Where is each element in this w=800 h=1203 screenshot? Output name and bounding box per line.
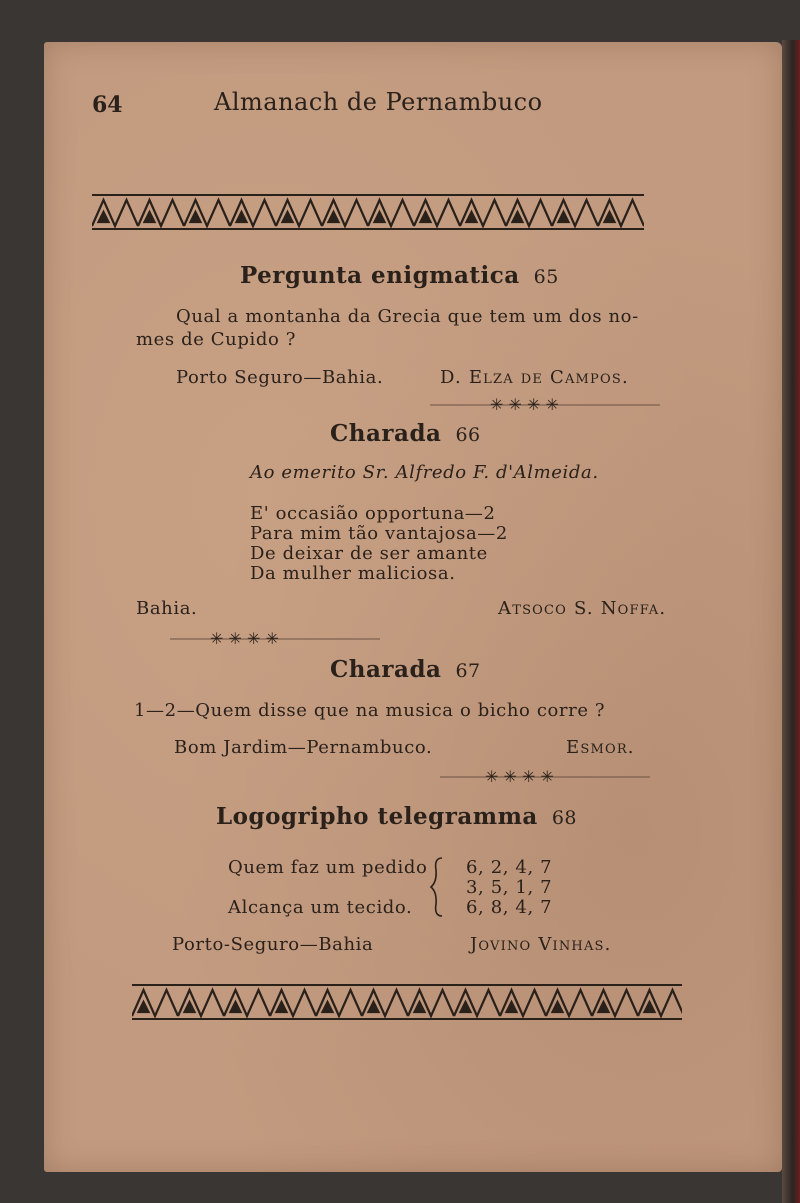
- title-text: Charada: [330, 656, 442, 683]
- page-number: 64: [92, 92, 123, 118]
- section-title-67: [330, 656, 481, 683]
- problem-number: 67: [455, 660, 481, 682]
- author-67: Esmor.: [566, 737, 635, 758]
- star-divider-icon: [430, 396, 660, 414]
- title-text: Pergunta enigmatica: [240, 262, 520, 289]
- place-66: Bahia.: [136, 598, 198, 619]
- star-divider-icon: [170, 630, 380, 648]
- logogripho-line-3: Alcança um tecido.: [228, 897, 413, 918]
- problem-number: 66: [455, 424, 481, 446]
- verse-line-3: De deixar de ser amante: [250, 543, 488, 564]
- svg-text:✳ ✳ ✳ ✳: ✳ ✳ ✳ ✳: [490, 396, 559, 414]
- top-ornamental-border-icon: [92, 192, 644, 232]
- logogripho-nums-3: 6, 8, 4, 7: [466, 897, 553, 918]
- question-67: 1—2—Quem disse que na musica o bicho corre ?: [134, 700, 606, 721]
- place-68: Porto-Seguro—Bahia: [172, 934, 374, 955]
- place-65: Porto Seguro—Bahia.: [176, 367, 384, 388]
- verse-line-4: Da mulher maliciosa.: [250, 563, 456, 584]
- book-spine: [782, 40, 800, 1203]
- section-title-65: [240, 262, 559, 289]
- logogripho-nums-2: 3, 5, 1, 7: [466, 877, 553, 898]
- author-68: Jovino Vinhas.: [470, 934, 612, 955]
- question-line-2: mes de Cupido ?: [136, 329, 296, 350]
- svg-text:✳ ✳ ✳ ✳: ✳ ✳ ✳ ✳: [210, 630, 279, 648]
- question-line-1: Qual a montanha da Grecia que tem um dos no-: [176, 306, 639, 327]
- place-67: Bom Jardim—Pernambuco.: [174, 737, 433, 758]
- running-title: Almanach de Pernambuco: [214, 88, 543, 116]
- section-title-68: [216, 803, 577, 830]
- problem-number: 65: [533, 266, 559, 288]
- title-text: Logogripho telegramma: [216, 803, 538, 830]
- logogripho-nums-1: 6, 2, 4, 7: [466, 857, 553, 878]
- author-65: D. Elza de Campos.: [440, 367, 629, 388]
- star-divider-icon: [440, 768, 650, 786]
- logogripho-line-1: Quem faz um pedido: [228, 857, 428, 878]
- section-title-66: [330, 420, 481, 447]
- svg-text:✳ ✳ ✳ ✳: ✳ ✳ ✳ ✳: [485, 768, 554, 786]
- curly-brace-icon: [428, 856, 450, 918]
- author-66: Atsoco S. Noffa.: [498, 598, 667, 619]
- bottom-ornamental-border-icon: [132, 982, 682, 1022]
- title-text: Charada: [330, 420, 442, 447]
- verse-line-2: Para mim tão vantajosa—2: [250, 523, 508, 544]
- dedication: Ao emerito Sr. Alfredo F. d'Almeida.: [250, 462, 599, 483]
- verse-line-1: E' occasião opportuna—2: [250, 503, 496, 524]
- problem-number: 68: [551, 807, 578, 829]
